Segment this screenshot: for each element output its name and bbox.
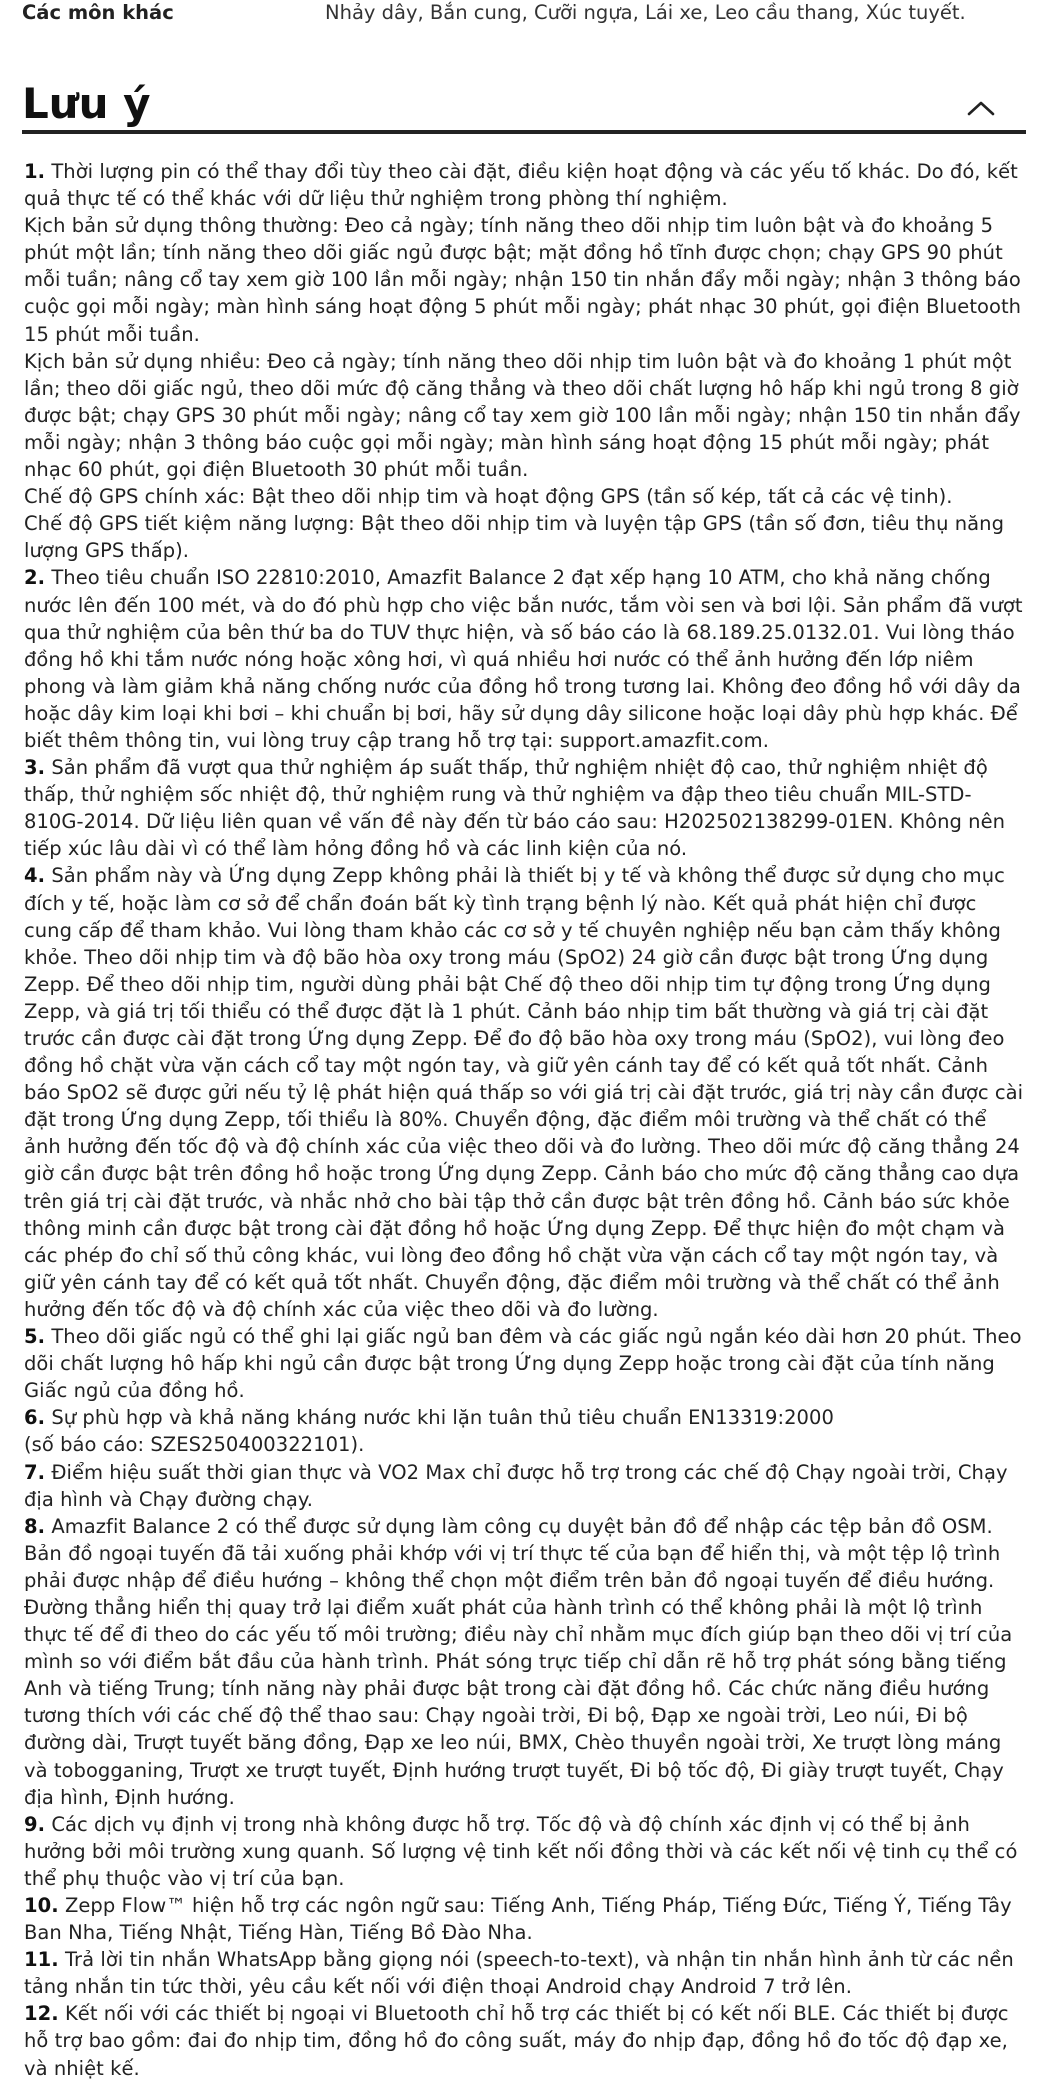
note-item xyxy=(24,1811,1026,1892)
note-text: Trả lời tin nhắn WhatsApp bằng giọng nói (speech-to-text), và nhận tin nhắn hình ảnh từ các nền tảng nhắn tin tức thời, yêu cầu kết nối với điện thoại Android chạy Android 7 trở lên. xyxy=(24,1948,1014,1999)
note-number: 3. xyxy=(24,756,46,780)
note-number: 4. xyxy=(24,864,46,888)
note-text: Amazfit Balance 2 có thể được sử dụng làm công cụ duyệt bản đồ để nhập các tệp bản đồ OSM. Bản đồ ngoại tuyến đã tải xuống phải khớp với vị trí thực tế của bạn để hiển thị, và một tệp lộ trình phải được nhập để điều hướng – không thể chọn một điểm trên bản đồ ngoại tuyến để điều hướng. Đường thẳng hiển thị quay trở lại điểm xuất phát của hành trình có thể không phải là một lộ trình thực tế để đi theo do các yếu tố môi trường; điều này chỉ nhằm mục đích giúp bạn theo dõi vị trí của mình so với điểm bắt đầu của hành trình. Phát sóng trực tiếp chỉ dẫn rẽ hỗ trợ phát sóng bằng tiếng Anh và tiếng Trung; tính năng này phải được bật trong cài đặt đồng hồ. Các chức năng điều hướng tương thích với các chế độ thể thao sau: Chạy ngoài trời, Đi bộ, Đạp xe ngoài trời, Leo núi, Đi bộ đường dài, Trượt tuyết băng đồng, Đạp xe leo núi, BMX, Chèo thuyền ngoài trời, Xe trượt lòng máng và tobogganing, Trượt xe trượt tuyết, Định hướng trượt tuyết, Đi bộ tốc độ, Đi giày trượt tuyết, Chạy địa hình, Định hướng. xyxy=(24,1514,1013,1809)
note-number: 7. xyxy=(24,1460,46,1484)
note-item xyxy=(24,1404,1026,1458)
notes-list xyxy=(24,158,1026,2082)
note-item xyxy=(24,754,1026,862)
section-title: Lưu ý xyxy=(22,79,151,128)
note-item xyxy=(24,348,1026,483)
note-item xyxy=(24,564,1026,754)
note-item xyxy=(24,510,1026,564)
note-item xyxy=(24,1946,1026,2000)
note-number: 2. xyxy=(24,566,46,590)
note-item xyxy=(24,1892,1026,1946)
note-item xyxy=(24,1323,1026,1404)
spec-label: Các môn khác xyxy=(22,1,174,24)
note-text: Kịch bản sử dụng nhiều: Đeo cả ngày; tính năng theo dõi nhịp tim luôn bật và đo khoảng 1 phút một lần; theo dõi giấc ngủ, theo dõi mức độ căng thẳng và theo dõi chất lượng hô hấp khi ngủ trong 8 giờ được bật; chạy GPS 30 phút mỗi ngày; nâng cổ tay xem giờ 100 lần mỗi ngày; nhận 150 tin nhắn đẩy mỗi ngày; nhận 3 thông báo cuộc gọi mỗi ngày; màn hình sáng hoạt động 15 phút mỗi ngày; phát nhạc 60 phút, gọi điện Bluetooth 30 phút mỗi tuần. xyxy=(24,349,1021,482)
note-item xyxy=(24,158,1026,212)
spec-row-other-sports xyxy=(0,0,1048,30)
note-item xyxy=(24,212,1026,347)
spec-value: Nhảy dây, Bắn cung, Cưỡi ngựa, Lái xe, Leo cầu thang, Xúc tuyết. xyxy=(325,1,966,24)
collapse-toggle-button[interactable] xyxy=(964,96,998,120)
note-number: 12. xyxy=(24,2002,59,2026)
note-item xyxy=(24,483,1026,510)
note-item xyxy=(24,2000,1026,2081)
note-text: Sản phẩm này và Ứng dụng Zepp không phải là thiết bị y tế và không thể được sử dụng cho mục đích y tế, hoặc làm cơ sở để chẩn đoán bất kỳ tình trạng bệnh lý nào. Kết quả phát hiện chỉ được cung cấp để tham khảo. Vui lòng tham khảo các cơ sở y tế chuyên nghiệp nếu bạn cảm thấy không khỏe. Theo dõi nhịp tim và độ bão hòa oxy trong máu (SpO2) 24 giờ cần được bật trong Ứng dụng Zepp. Để theo dõi nhịp tim, người dùng phải bật Chế độ theo dõi nhịp tim tự động trong Ứng dụng Zepp, và giá trị tối thiểu có thể được đặt là 1 phút. Cảnh báo nhịp tim bất thường và giá trị cài đặt trước cần được cài đặt trong Ứng dụng Zepp. Để đo độ bão hòa oxy trong máu (SpO2), vui lòng đeo đồng hồ chặt vừa vặn cách cổ tay một ngón tay, và giữ yên cánh tay để có kết quả tốt nhất. Cảnh báo SpO2 sẽ được gửi nếu tỷ lệ phát hiện quá thấp so với giá trị cài đặt trước, giá trị này cần được cài đặt trong Ứng dụng Zepp, tối thiểu là 80%. Chuyển động, đặc điểm môi trường và thể chất có thể ảnh hưởng đến tốc độ và độ chính xác của việc theo dõi và đo lường. Theo dõi mức độ căng thẳng 24 giờ cần được bật trên đồng hồ hoặc trong Ứng dụng Zepp. Cảnh báo cho mức độ căng thẳng cao dựa trên giá trị cài đặt trước, và nhắc nhở cho bài tập thở cần được bật trên đồng hồ. Cảnh báo sức khỏe thông minh cần được bật trong cài đặt đồng hồ hoặc Ứng dụng Zepp. Để thực hiện đo một chạm và các phép đo chỉ số thủ công khác, vui lòng đeo đồng hồ chặt vừa vặn cách cổ tay một ngón tay, và giữ yên cánh tay để có kết quả tốt nhất. Chuyển động, đặc điểm môi trường và thể chất có thể ảnh hưởng đến tốc độ và độ chính xác của việc theo dõi và đo lường. xyxy=(24,864,1024,1321)
note-number: 9. xyxy=(24,1812,46,1836)
note-text: Các dịch vụ định vị trong nhà không được hỗ trợ. Tốc độ và độ chính xác định vị có thể bị ảnh hưởng bởi môi trường xung quanh. Số lượng vệ tinh kết nối đồng thời và các kết nối vệ tinh cụ thể có thể phụ thuộc vào vị trí của bạn. xyxy=(24,1812,1018,1890)
note-text: Điểm hiệu suất thời gian thực và VO2 Max chỉ được hỗ trợ trong các chế độ Chạy ngoài trời, Chạy địa hình và Chạy đường chạy. xyxy=(24,1460,1008,1511)
notes-section-header[interactable] xyxy=(22,30,1026,134)
note-number: 6. xyxy=(24,1406,46,1430)
note-text: Sự phù hợp và khả năng kháng nước khi lặn tuân thủ tiêu chuẩn EN13319:2000 xyxy=(51,1406,834,1430)
note-number: 11. xyxy=(24,1948,59,1972)
note-item xyxy=(24,1513,1026,1811)
note-text: Kịch bản sử dụng thông thường: Đeo cả ngày; tính năng theo dõi nhịp tim luôn bật và đo khoảng 5 phút một lần; tính năng theo dõi giấc ngủ được bật; mặt đồng hồ tĩnh được chọn; chạy GPS 90 phút mỗi tuần; nâng cổ tay xem giờ 100 lần mỗi ngày; nhận 150 tin nhắn đẩy mỗi ngày; nhận 3 thông báo cuộc gọi mỗi ngày; màn hình sáng hoạt động 5 phút mỗi ngày; phát nhạc 30 phút, gọi điện Bluetooth 15 phút mỗi tuần. xyxy=(24,214,1022,346)
note-text: Kết nối với các thiết bị ngoại vi Bluetooth chỉ hỗ trợ các thiết bị có kết nối BLE. Các thiết bị được hỗ trợ bao gồm: đai đo nhịp tim, đồng hồ đo công suất, máy đo nhịp đạp, đồng hồ đo tốc độ đạp xe, và nhiệt kế. xyxy=(24,2002,1009,2080)
chevron-up-icon xyxy=(967,100,995,116)
note-text: Chế độ GPS tiết kiệm năng lượng: Bật theo dõi nhịp tim và luyện tập GPS (tần số đơn, tiêu thụ năng lượng GPS thấp). xyxy=(24,512,1004,563)
note-text: Theo tiêu chuẩn ISO 22810:2010, Amazfit Balance 2 đạt xếp hạng 10 ATM, cho khả năng chống nước lên đến 100 mét, và do đó phù hợp cho việc bắn nước, tắm vòi sen và bơi lội. Sản phẩm đã vượt qua thử nghiệm của bên thứ ba do TUV thực hiện, và số báo cáo là 68.189.25.0132.01. Vui lòng tháo đồng hồ khi tắm nước nóng hoặc xông hơi, vì quá nhiều hơi nước có thể ảnh hưởng đến lớp niêm phong và làm giảm khả năng chống nước của đồng hồ trong tương lai. Không đeo đồng hồ với dây da hoặc dây kim loại khi bơi – khi chuẩn bị bơi, hãy sử dụng dây silicone hoặc loại dây phù hợp khác. Để biết thêm thông tin, vui lòng truy cập trang hỗ trợ tại: support.amazfit.com. xyxy=(24,566,1023,752)
note-text: Sản phẩm đã vượt qua thử nghiệm áp suất thấp, thử nghiệm nhiệt độ cao, thử nghiệm nhiệt độ thấp, thử nghiệm sốc nhiệt độ, thử nghiệm rung và thử nghiệm va đập theo tiêu chuẩn MIL-STD-810G-2014. Dữ liệu liên quan về vấn đề này đến từ báo cáo sau: H202502138299-01EN. Không nên tiếp xúc lâu dài vì có thể làm hỏng đồng hồ và các linh kiện của nó. xyxy=(24,756,1006,861)
note-number: 8. xyxy=(24,1514,46,1538)
note-number: 10. xyxy=(24,1894,59,1917)
note-text: Zepp Flow™ hiện hỗ trợ các ngôn ngữ sau: Tiếng Anh, Tiếng Pháp, Tiếng Đức, Tiếng Ý, Tiếng Tây Ban Nha, Tiếng Nhật, Tiếng Hàn, Tiếng Bồ Đào Nha. xyxy=(24,1894,1012,1945)
note-item xyxy=(24,1459,1026,1513)
note-number: 5. xyxy=(24,1325,46,1349)
note-number: 1. xyxy=(24,160,46,183)
note-item xyxy=(24,862,1026,1323)
note-text: Theo dõi giấc ngủ có thể ghi lại giấc ngủ ban đêm và các giấc ngủ ngắn kéo dài hơn 20 phút. Theo dõi chất lượng hô hấp khi ngủ cần được bật trong Ứng dụng Zepp hoặc trong cài đặt của tính năng Giấc ngủ của đồng hồ. xyxy=(24,1325,1022,1403)
note-text-extra: (số báo cáo: SZES250400322101). xyxy=(24,1433,365,1457)
note-text: Thời lượng pin có thể thay đổi tùy theo cài đặt, điều kiện hoạt động và các yếu tố khác. Do đó, kết quả thực tế có thể khác với dữ liệu thử nghiệm trong phòng thí nghiệm. xyxy=(24,160,1018,211)
note-text: Chế độ GPS chính xác: Bật theo dõi nhịp tim và hoạt động GPS (tần số kép, tất cả các vệ tinh). xyxy=(24,485,953,509)
